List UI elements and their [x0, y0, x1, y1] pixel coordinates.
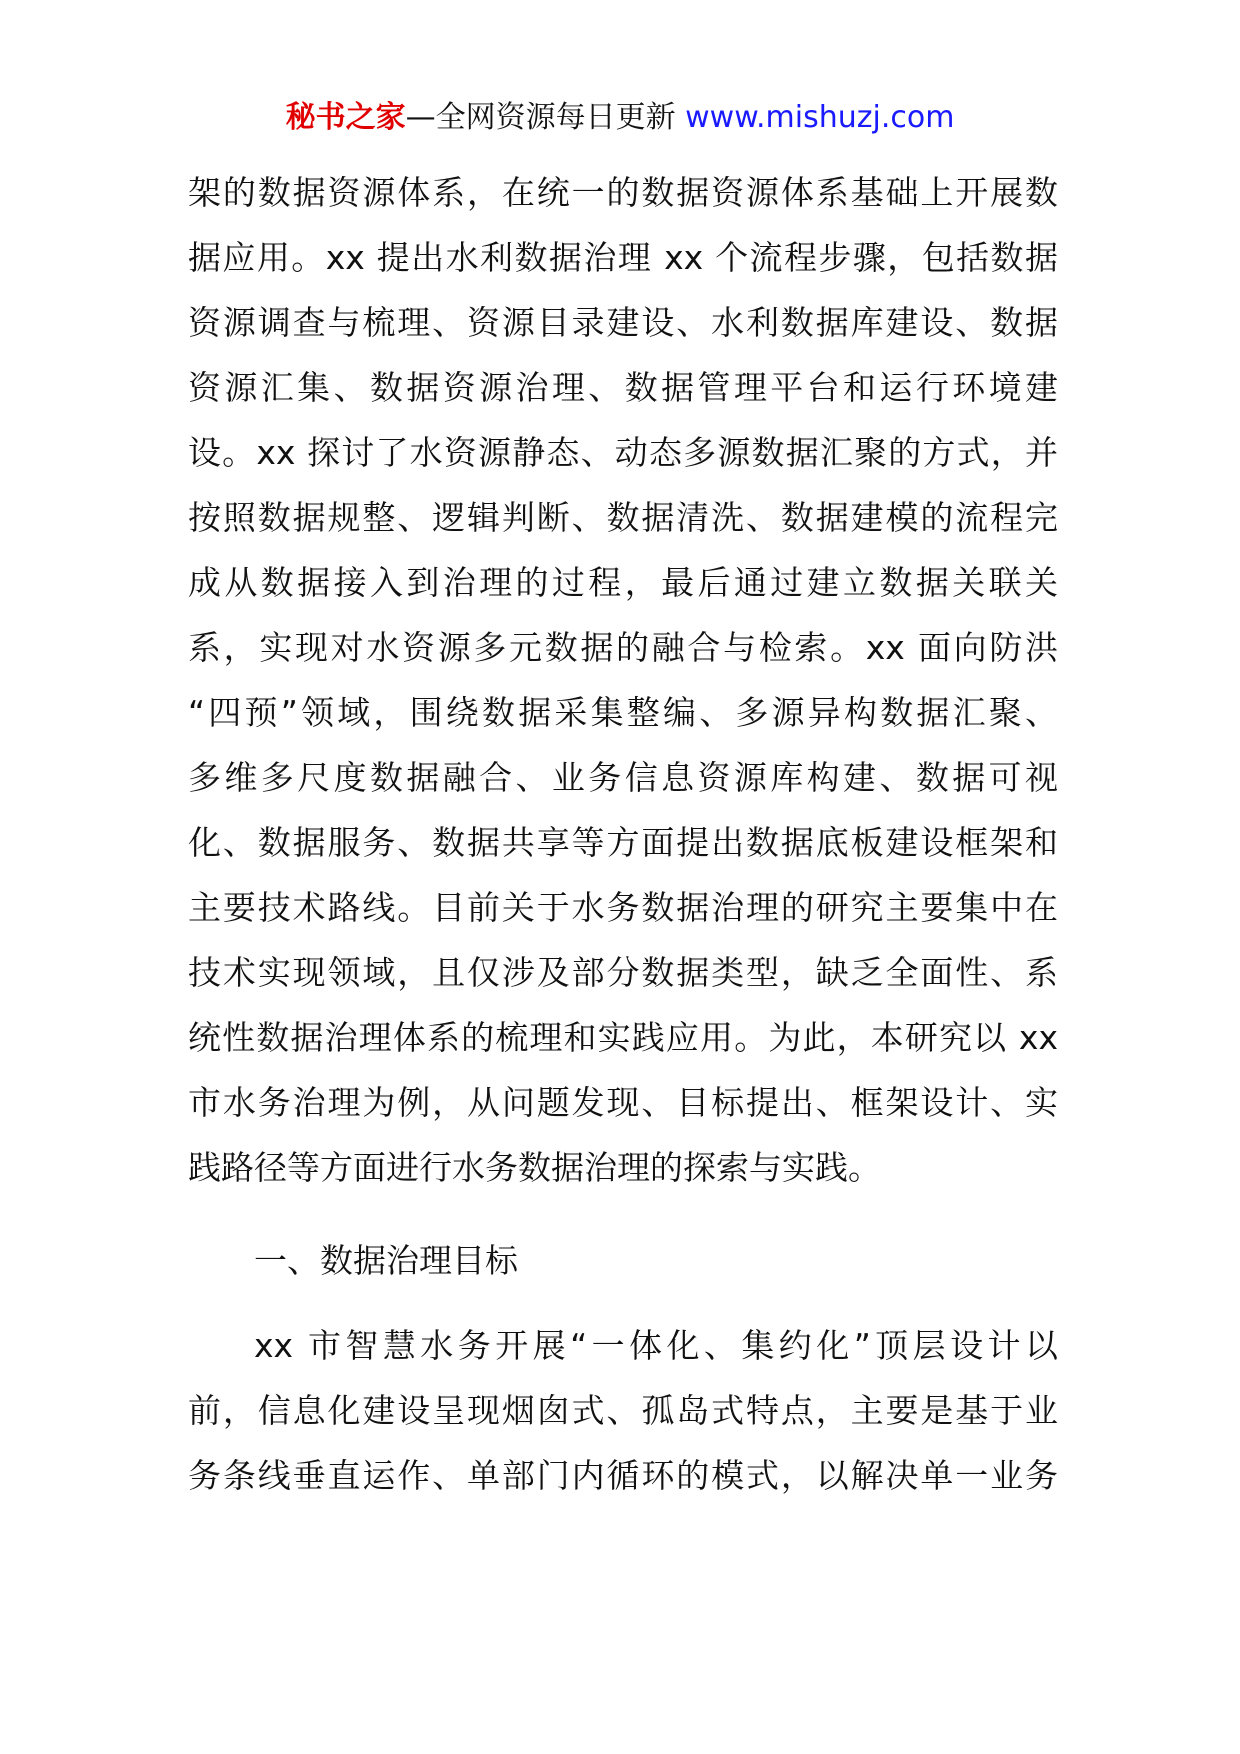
text-line: 前，信息化建设呈现烟囱式、孤岛式特点，主要是基于业	[188, 1391, 1058, 1430]
text-line: 技术实现领域，且仅涉及部分数据类型，缺乏全面性、系	[188, 953, 1058, 992]
text-line: 系，实现对水资源多元数据的融合与检索。xx 面向防洪	[188, 628, 1058, 667]
paragraph-1	[188, 160, 1058, 1200]
paragraph-2	[188, 1313, 1058, 1508]
text-line: 践路径等方面进行水务数据治理的探索与实践。	[188, 1148, 881, 1187]
text-line: 多维多尺度数据融合、业务信息资源库构建、数据可视	[188, 758, 1058, 797]
text-line: 成从数据接入到治理的过程，最后通过建立数据关联关	[188, 563, 1058, 602]
text-line: 市水务治理为例，从问题发现、目标提出、框架设计、实	[188, 1083, 1058, 1122]
text-line: 务条线垂直运作、单部门内循环的模式，以解决单一业务	[188, 1456, 1058, 1495]
section-heading: 一、数据治理目标	[254, 1241, 518, 1280]
brand-name: 秘书之家	[285, 100, 406, 135]
text-line: 资源汇集、数据资源治理、数据管理平台和运行环境建	[188, 368, 1058, 407]
text-line: 据应用。xx 提出水利数据治理 xx 个流程步骤，包括数据	[188, 238, 1058, 277]
text-line: “四预”领域，围绕数据采集整编、多源异构数据汇聚、	[188, 693, 1058, 732]
text-line: 统性数据治理体系的梳理和实践应用。为此，本研究以 xx	[188, 1018, 1058, 1057]
text-line: 按照数据规整、逻辑判断、数据清洗、数据建模的流程完	[188, 498, 1058, 537]
header-tagline: —全网资源每日更新	[405, 100, 686, 135]
text-line: 主要技术路线。目前关于水务数据治理的研究主要集中在	[188, 888, 1058, 927]
text-line: 资源调查与梳理、资源目录建设、水利数据库建设、数据	[188, 303, 1058, 342]
text-line: 架的数据资源体系，在统一的数据资源体系基础上开展数	[188, 173, 1058, 212]
document-body	[188, 160, 1058, 1508]
text-line: 化、数据服务、数据共享等方面提出数据底板建设框架和	[188, 823, 1058, 862]
text-line: xx 市智慧水务开展“一体化、集约化”顶层设计以	[254, 1326, 1058, 1365]
header-url-link[interactable]: www.mishuzj.com	[685, 100, 955, 135]
page-header	[0, 98, 1240, 138]
text-line: 设。xx 探讨了水资源静态、动态多源数据汇聚的方式，并	[188, 433, 1058, 472]
